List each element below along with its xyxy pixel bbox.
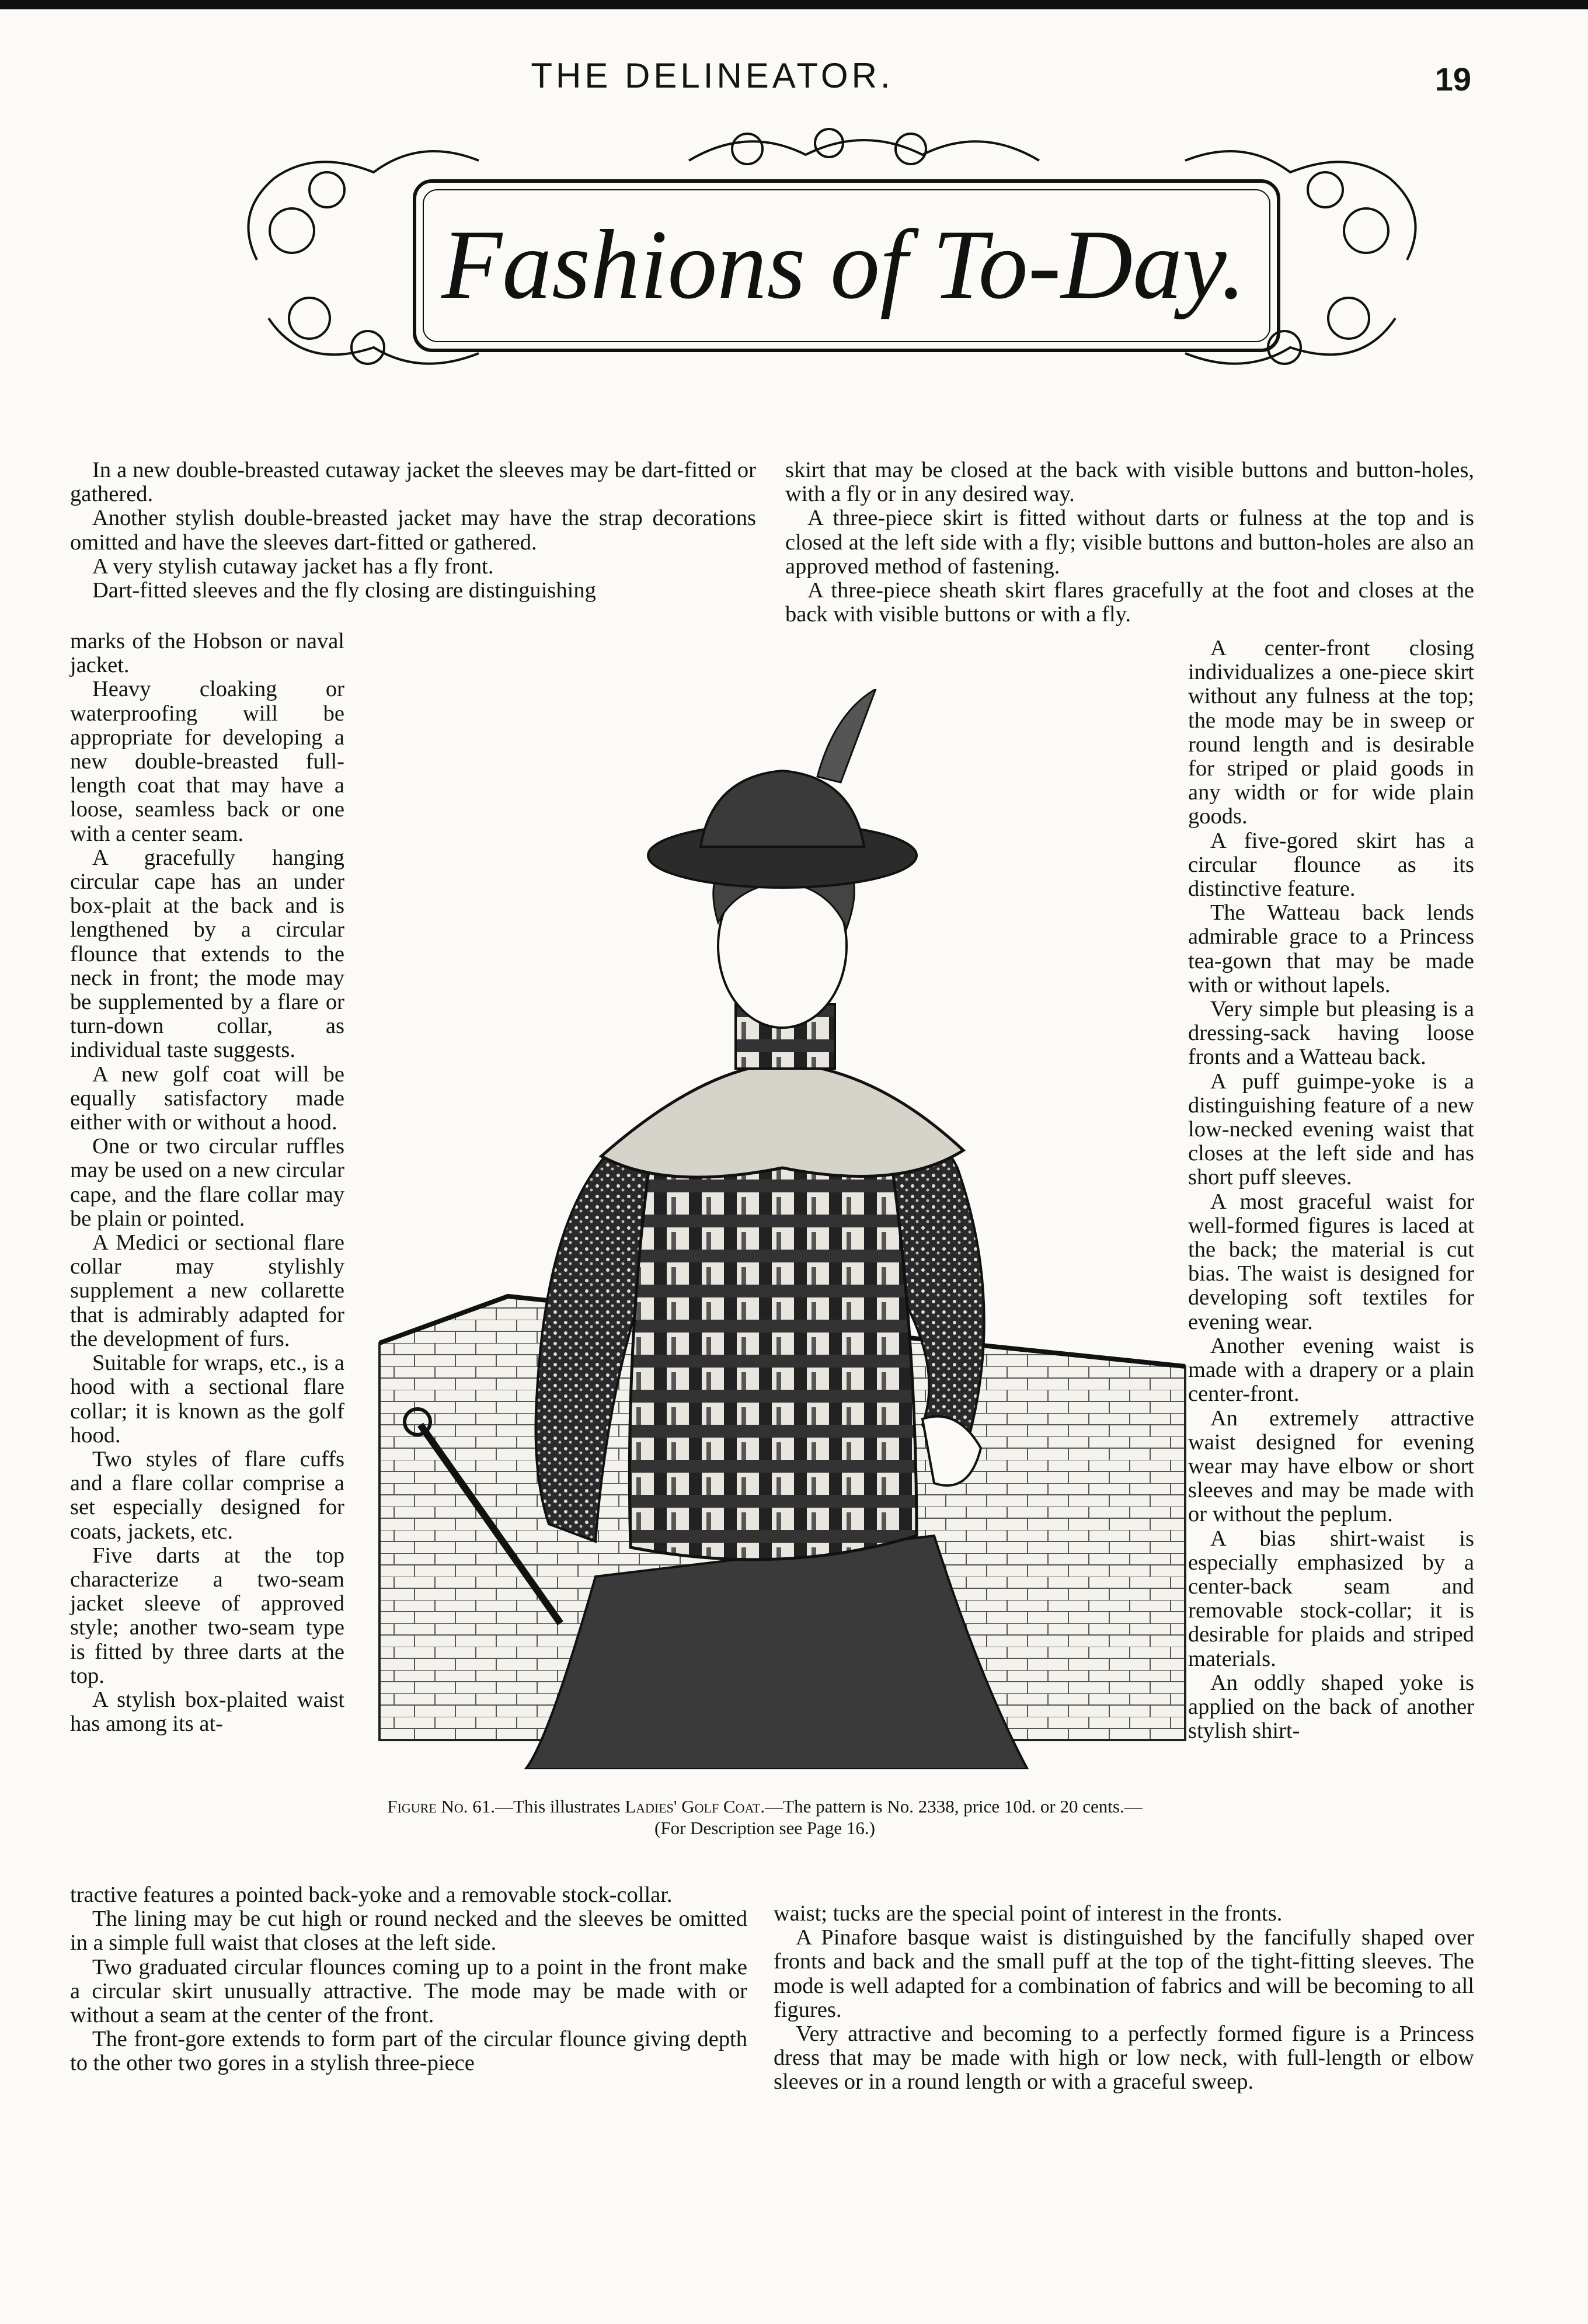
paragraph: A center-front closing individualizes a one-piece skirt without any fulness at the top; the mode may be in sweep or round length and is desirable for striped or plaid goods in any width or for wide plain goods. bbox=[1188, 636, 1474, 829]
banner-title: Fashions of To-Day. bbox=[441, 210, 1246, 319]
page-number: 19 bbox=[1434, 61, 1471, 98]
fashions-banner bbox=[222, 126, 1442, 400]
left-column-bottom bbox=[70, 1883, 747, 2076]
golf-coat-illustration bbox=[374, 689, 1203, 1769]
right-column-bottom bbox=[774, 1902, 1474, 2095]
paragraph: Heavy cloaking or waterproofing will be appropriate for developing a new double-breasted full-length coat that may have a loose, seamless back or one with a center seam. bbox=[70, 677, 344, 846]
paragraph: skirt that may be closed at the back with visible buttons and button-holes, with a fly or in any desired way. bbox=[785, 458, 1474, 507]
paragraph: A Medici or sectional flare collar may stylishly supplement a new collarette that is admirably adapted for the development of furs. bbox=[70, 1230, 344, 1351]
paragraph: A three-piece skirt is fitted without darts or fulness at the top and is closed at the left side with a fly; visible buttons and button-holes are also an approved method of fastening. bbox=[785, 506, 1474, 579]
paragraph: Two styles of flare cuffs and a flare collar comprise a set especially designed for coats, jackets, etc. bbox=[70, 1446, 344, 1544]
paragraph: Two graduated circular flounces coming up to a point in the front make a circular skirt unusually attractive. The mode may be made with or without a seam at the center of the front. bbox=[70, 1954, 747, 2028]
right-column-narrow bbox=[1188, 636, 1474, 1743]
paragraph: waist; tucks are the special point of interest in the fronts. bbox=[774, 1901, 1283, 1926]
page-top-edge bbox=[0, 0, 1588, 9]
running-head bbox=[0, 55, 1588, 108]
paragraph: tractive features a pointed back-yoke and a removable stock-collar. bbox=[70, 1883, 673, 1907]
right-column-top bbox=[785, 458, 1474, 627]
caption-pattern: —The pattern is No. 2338, price 10d. or 20 cents.—(For Description see Page 16.) bbox=[654, 1796, 1143, 1838]
paragraph: A stylish box-plaited waist has among its at- bbox=[70, 1687, 344, 1737]
paragraph: A five-gored skirt has a circular flounce as its distinctive feature. bbox=[1188, 828, 1474, 902]
paragraph: Dart-fitted sleeves and the fly closing are distinguishing bbox=[92, 578, 596, 603]
paragraph: The Watteau back lends admirable grace to a Princess tea-gown that may be made with or without lapels. bbox=[1188, 900, 1474, 997]
paragraph: A Pinafore basque waist is distinguished by the fancifully shaped over fronts and back and the small puff at the top of the tight-fitting sleeves. The mode is well adapted for a combination of fabrics and will be becoming to all figures. bbox=[774, 1925, 1474, 2022]
caption-label: Figure No. 61. bbox=[387, 1796, 496, 1817]
paragraph: The front-gore extends to form part of the circular flounce giving depth to the other two gores in a stylish three-piece bbox=[70, 2027, 747, 2076]
paragraph: marks of the Hobson or naval jacket. bbox=[70, 629, 344, 678]
paragraph: Very attractive and becoming to a perfectly formed figure is a Princess dress that may be made with high or low neck, with full-length or elbow sleeves or in a round length or with a graceful sweep. bbox=[774, 2022, 1474, 2095]
caption-subject: Ladies' Golf Coat. bbox=[625, 1796, 765, 1817]
paragraph: In a new double-breasted cutaway jacket the sleeves may be dart-fitted or gathered. bbox=[70, 458, 756, 507]
left-column-narrow bbox=[70, 629, 344, 1736]
ruffled-collar bbox=[601, 1063, 963, 1177]
paragraph: The lining may be cut high or round necked and the sleeves be omitted in a simple full waist that closes at the left side. bbox=[70, 1906, 747, 1956]
paragraph: A most graceful waist for well-formed figures is laced at the back; the material is cut bias. The waist is designed for developing soft textiles for evening wear. bbox=[1188, 1189, 1474, 1334]
paragraph: A very stylish cutaway jacket has a fly front. bbox=[92, 554, 494, 579]
caption-text: —This illustrates bbox=[495, 1796, 625, 1817]
magazine-title: THE DELINEATOR. bbox=[531, 56, 894, 95]
paragraph: A puff guimpe-yoke is a distinguishing feature of a new low-necked evening waist that closes at the left side and has short puff sleeves. bbox=[1188, 1069, 1474, 1190]
paragraph: A three-piece sheath skirt flares gracefully at the foot and closes at the back with visible buttons or with a fly. bbox=[785, 578, 1474, 627]
paragraph: Very simple but pleasing is a dressing-sack having loose fronts and a Watteau back. bbox=[1188, 997, 1474, 1070]
paragraph: Another evening waist is made with a drapery or a plain center-front. bbox=[1188, 1333, 1474, 1407]
paragraph: An oddly shaped yoke is applied on the back of another stylish shirt- bbox=[1188, 1670, 1474, 1744]
paragraph: A bias shirt-waist is especially emphasized by a center-back seam and removable stock-collar; it is desirable for plaids and striped materials. bbox=[1188, 1526, 1474, 1671]
paragraph: Suitable for wraps, etc., is a hood with a sectional flare collar; it is known as the golf hood. bbox=[70, 1351, 344, 1448]
paragraph: One or two circular ruffles may be used on a new circular cape, and the flare collar may be plain or pointed. bbox=[70, 1134, 344, 1231]
left-column-top bbox=[70, 458, 756, 603]
hat-feather bbox=[817, 689, 876, 782]
paragraph: Another stylish double-breasted jacket may have the strap decorations omitted and have the sleeves dart-fitted or gathered. bbox=[70, 506, 756, 555]
paragraph: A new golf coat will be equally satisfactory made either with or without a hood. bbox=[70, 1062, 344, 1135]
paragraph: A gracefully hanging circular cape has an under box-plait at the back and is lengthened by a circular flounce that extends to the neck in front; the mode may be supplemented by a flare or turn-down collar, as individual taste suggests. bbox=[70, 845, 344, 1063]
figure-caption bbox=[379, 1796, 1150, 1839]
plaid-coat-front bbox=[629, 1133, 917, 1560]
paragraph: An extremely attractive waist designed for evening wear may have elbow or short sleeves and may be made with or without the peplum. bbox=[1188, 1405, 1474, 1527]
paragraph: Five darts at the top characterize a two-seam jacket sleeve of approved style; another two-seam type is fitted by three darts at the top. bbox=[70, 1543, 344, 1688]
